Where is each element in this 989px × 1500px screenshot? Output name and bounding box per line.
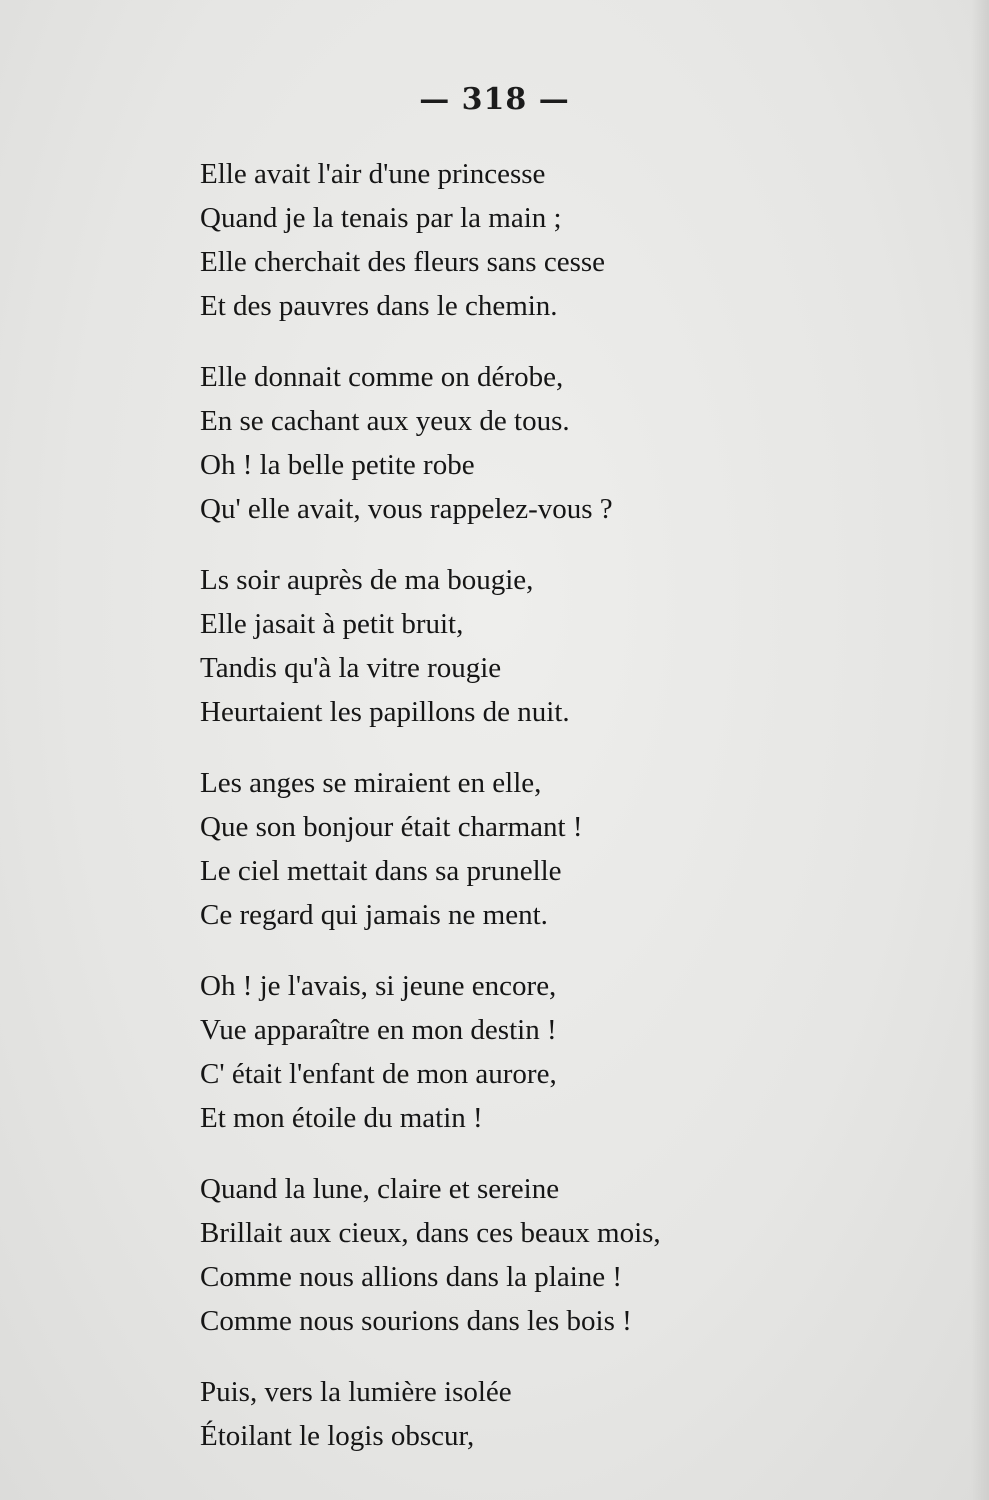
poem-line: Le ciel mettait dans sa prunelle: [200, 855, 562, 887]
poem-line: Quand la lune, claire et sereine: [200, 1173, 560, 1205]
poem-line: Tandis qu'à la vitre rougie: [200, 652, 502, 684]
poem-line: Ls soir auprès de ma bougie,: [200, 564, 534, 596]
page-number: — 318 —: [419, 82, 570, 117]
poem-line: Elle donnait comme on dérobe,: [200, 361, 564, 393]
poem-line: Brillait aux cieux, dans ces beaux mois,: [200, 1217, 661, 1249]
stanza: [200, 558, 760, 734]
stanza: [200, 152, 760, 328]
poem-line: Elle cherchait des fleurs sans cesse: [200, 246, 606, 278]
stanza: [200, 1167, 760, 1343]
poem-line: En se cachant aux yeux de tous.: [200, 405, 570, 437]
poem-line: Quand je la tenais par la main ;: [200, 202, 562, 234]
poem-line: Et des pauvres dans le chemin.: [200, 290, 558, 322]
poem-line: Et mon étoile du matin !: [200, 1102, 483, 1134]
poem-line: C' était l'enfant de mon aurore,: [200, 1058, 557, 1090]
poem-line: Heurtaient les papillons de nuit.: [200, 696, 570, 728]
poem-line: Oh ! la belle petite robe: [200, 449, 475, 481]
page-edge-shadow: [971, 0, 989, 1500]
poem-line: Vue apparaître en mon destin !: [200, 1014, 557, 1046]
poem-line: Elle jasait à petit bruit,: [200, 608, 464, 640]
poem-line: Qu' elle avait, vous rappelez-vous ?: [200, 493, 613, 525]
poem-line: Les anges se miraient en elle,: [200, 767, 542, 799]
stanza: [200, 964, 760, 1140]
poem-line: Oh ! je l'avais, si jeune encore,: [200, 970, 557, 1002]
poem-line: Que son bonjour était charmant !: [200, 811, 583, 843]
poem-line: Elle avait l'air d'une princesse: [200, 158, 546, 190]
stanza: [200, 761, 760, 937]
stanza: [200, 1370, 760, 1458]
poem-line: Comme nous allions dans la plaine !: [200, 1261, 623, 1293]
poem-line: Comme nous sourions dans les bois !: [200, 1305, 632, 1337]
poem-line: Puis, vers la lumière isolée: [200, 1376, 512, 1408]
poem-body: [200, 152, 760, 1485]
stanza: [200, 355, 760, 531]
poem-line: Étoilant le logis obscur,: [200, 1420, 475, 1452]
poem-line: Ce regard qui jamais ne ment.: [200, 899, 548, 931]
